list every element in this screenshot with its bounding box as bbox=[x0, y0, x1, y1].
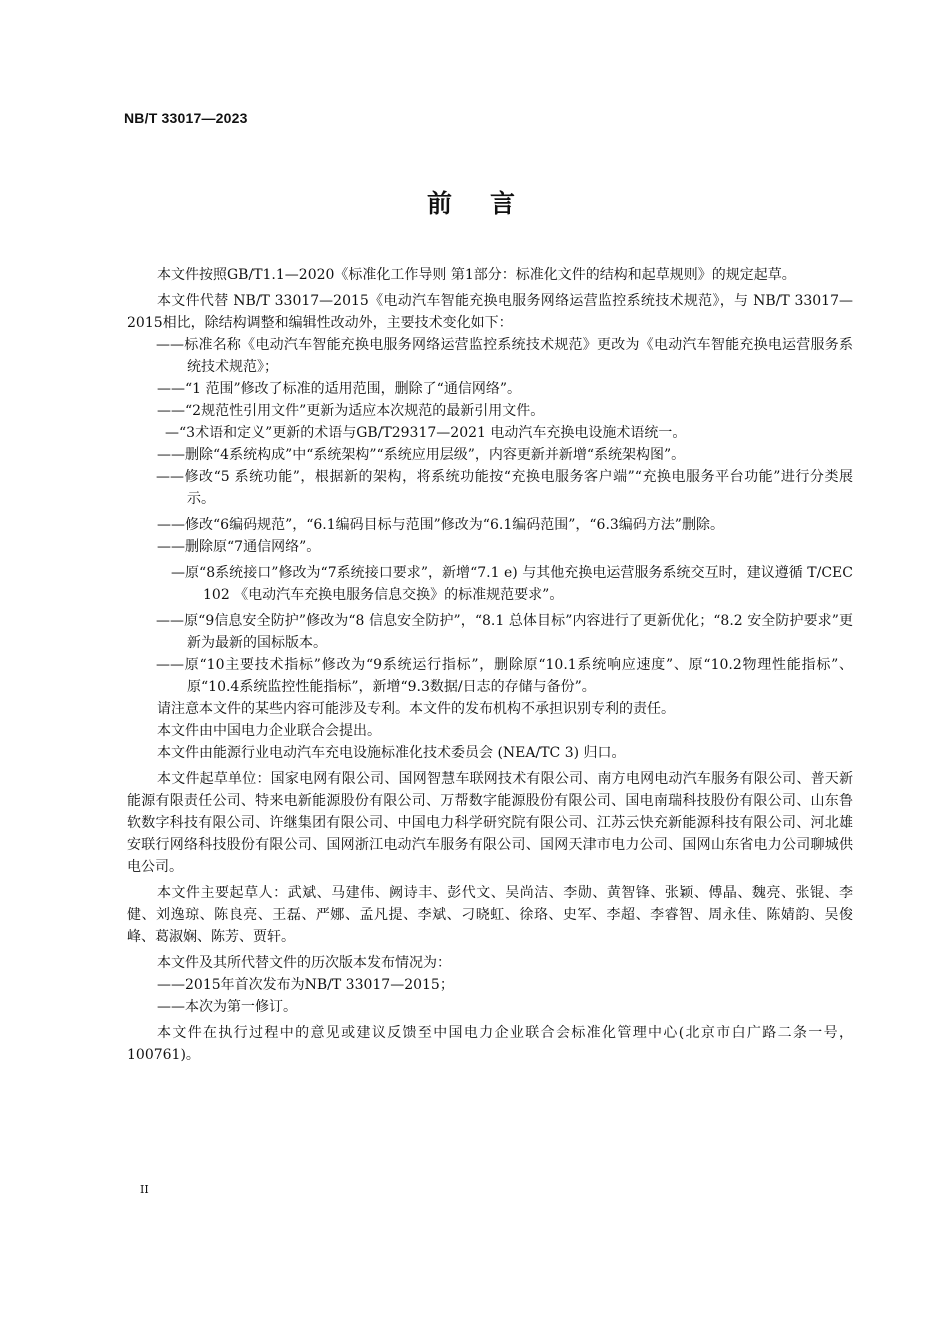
paragraph-drafting-units: 本文件起草单位：国家电网有限公司、国网智慧车联网技术有限公司、南方电网电动汽车服务有限公司、普天新能源有限责任公司、特来电新能源股份有限公司、万帮数字能源股份有限公司、国电南瑞科技股份有限公司、山东鲁软数字科技有限公司、许继集团有限公司、中国电力科学研究院有限公司、江苏云快充新能源科技有限公司、河北雄安联行网络科技股份有限公司、国网浙江电动汽车服务有限公司、国网天津市电力公司、国网山东省电力公司聊城供电公司。 bbox=[127, 771, 853, 875]
paragraph-committee: 本文件由能源行业电动汽车充电设施标准化技术委员会 (NEA/TC 3) 归口。 bbox=[157, 745, 626, 761]
change-item-title: ——标准名称《电动汽车智能充换电服务网络运营监控系统技术规范》更改为《电动汽车智能充换电运营服务系统技术规范》； bbox=[156, 337, 853, 375]
paragraph-feedback: 本文件在执行过程中的意见或建议反馈至中国电力企业联合会标准化管理中心(北京市白广路二条一号，100761)。 bbox=[127, 1025, 853, 1063]
page-title: 前言 bbox=[426, 189, 553, 218]
paragraph-patent-notice: 请注意本文件的某些内容可能涉及专利。本文件的发布机构不承担识别专利的责任。 bbox=[157, 701, 675, 717]
change-item-functions: ——修改“5 系统功能”，根据新的架构，将系统功能按“充换电服务客户端”“充换电服务平台功能”进行分类展示。 bbox=[156, 469, 853, 507]
history-item-revision: ——本次为第一修订。 bbox=[157, 999, 297, 1015]
foreword-body bbox=[127, 264, 853, 1066]
document-code: NB/T 33017—2023 bbox=[124, 110, 248, 126]
change-item-terms: —“3术语和定义”更新的术语与GB/T29317—2021 电动汽车充换电设施术语统一。 bbox=[165, 425, 687, 441]
paragraph-proposer: 本文件由中国电力企业联合会提出。 bbox=[157, 723, 381, 739]
paragraph-history: 本文件及其所代替文件的历次版本发布情况为： bbox=[157, 955, 451, 971]
change-item-security: ——原“9信息安全防护”修改为“8 信息安全防护”，“8.1 总体目标”内容进行了更新优化；“8.2 安全防护要求”更新为最新的国标版本。 bbox=[156, 613, 853, 651]
paragraph-drafters: 本文件主要起草人：武斌、马建伟、阙诗丰、彭代文、吴尚洁、李勋、黄智锋、张颖、傅晶、魏亮、张锟、李健、刘逸琼、陈良亮、王磊、严娜、孟凡提、李斌、刁晓虹、徐珞、史军、李超、李睿智、周永佳、陈婧韵、吴俊峰、葛淑娴、陈芳、贾轩。 bbox=[127, 885, 853, 945]
change-item-coding: ——修改“6编码规范”，“6.1编码目标与范围”修改为“6.1编码范围”，“6.3编码方法”删除。 bbox=[157, 517, 724, 533]
paragraph-drafting-rules: 本文件按照GB/T1.1—2020《标准化工作导则 第1部分：标准化文件的结构和起草规则》的规定起草。 bbox=[157, 267, 796, 283]
paragraph-replacement: 本文件代替 NB/T 33017—2015《电动汽车智能充换电服务网络运营监控系统技术规范》，与 NB/T 33017—2015相比，除结构调整和编辑性改动外，主要技术变化如下： bbox=[127, 293, 853, 331]
change-item-scope: ——“1 范围”修改了标准的适用范围，删除了“通信网络”。 bbox=[157, 381, 521, 397]
history-item-first: ——2015年首次发布为NB/T 33017—2015； bbox=[157, 977, 454, 993]
change-item-indicators: ——原“10主要技术指标”修改为“9系统运行指标”，删除原“10.1系统响应速度”、原“10.2物理性能指标”、原“10.4系统监控性能指标”，新增“9.3数据/日志的存储与备份”。 bbox=[156, 657, 853, 695]
change-item-network: ——删除原“7通信网络”。 bbox=[157, 539, 321, 555]
page-number: II bbox=[140, 1183, 149, 1196]
change-item-architecture: ——删除“4系统构成”中“系统架构”“系统应用层级”，内容更新并新增“系统架构图”。 bbox=[157, 447, 686, 463]
change-item-references: ——“2规范性引用文件”更新为适应本次规范的最新引用文件。 bbox=[157, 403, 545, 419]
change-item-interface: —原“8系统接口”修改为“7系统接口要求”，新增“7.1 e) 与其他充换电运营服务系统交互时，建议遵循 T/CEC 102 《电动汽车充换电服务信息交换》的标准规范要求”。 bbox=[171, 565, 853, 603]
